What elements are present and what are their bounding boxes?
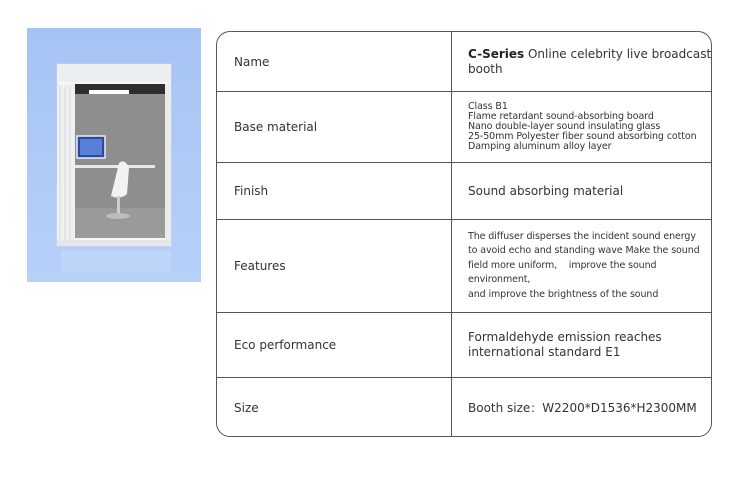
product-image <box>27 28 201 282</box>
row-label: Eco performance <box>217 313 452 377</box>
value-line: Nano double-layer sound insulating glass <box>468 121 661 132</box>
value-line: 25-50mm Polyester fiber sound absorbing cotton <box>468 131 697 142</box>
row-finish <box>217 162 711 219</box>
value-line: environment, <box>468 274 531 286</box>
series-name: C-Series <box>468 46 525 61</box>
row-label: Size <box>217 378 452 437</box>
row-label: Features <box>217 220 452 312</box>
row-value <box>452 163 711 219</box>
row-features <box>217 219 711 312</box>
row-size <box>217 377 711 437</box>
value-line: Booth size：W2200*D1536*H2300MM <box>468 400 697 415</box>
row-value <box>452 313 711 377</box>
row-value <box>452 32 711 91</box>
row-label: Name <box>217 32 452 91</box>
product-name: Online celebrity live broadcast <box>524 46 712 61</box>
row-value <box>452 92 711 162</box>
sound-booth-photo-icon <box>27 28 201 282</box>
value-line: Formaldehyde emission reaches <box>468 330 662 344</box>
row-label: Base material <box>217 92 452 162</box>
value-line: and improve the brightness of the sound <box>468 288 659 300</box>
spec-table <box>216 31 712 437</box>
row-base-material <box>217 91 711 162</box>
value-line: Class B1 <box>468 101 508 112</box>
value-line: The diffuser disperses the incident sound energy <box>468 230 696 242</box>
value-line: international standard E1 <box>468 345 621 359</box>
value-line: to avoid echo and standing wave Make the sound <box>468 245 700 257</box>
value-line: field more uniform, improve the sound <box>468 259 657 271</box>
row-label: Finish <box>217 163 452 219</box>
value-line: Flame retardant sound-absorbing board <box>468 111 654 122</box>
row-eco-performance <box>217 312 711 377</box>
row-value <box>452 378 711 437</box>
value-line: Sound absorbing material <box>468 183 624 198</box>
value-line: Damping aluminum alloy layer <box>468 141 612 152</box>
product-name-cont: booth <box>468 61 503 76</box>
row-value <box>452 220 711 312</box>
row-name <box>217 32 711 91</box>
